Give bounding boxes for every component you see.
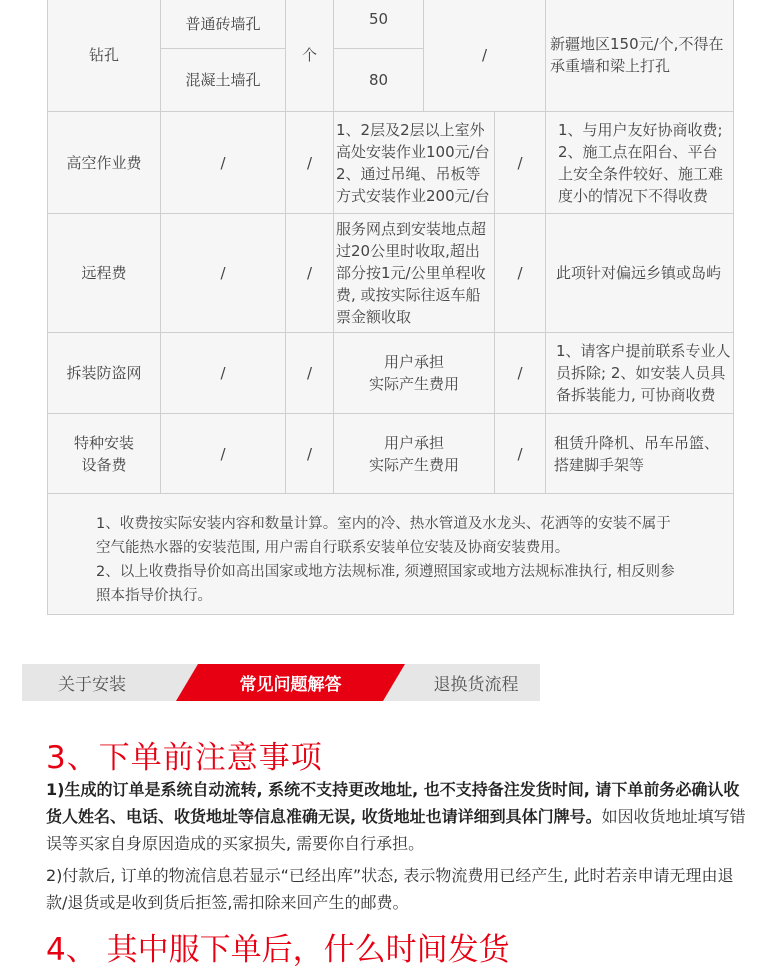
tab-about-installation[interactable]: 关于安装	[58, 675, 126, 695]
cell-row-name: 远程费	[47, 213, 161, 333]
cell-row-price: 用户承担 实际产生费用	[333, 332, 495, 414]
cell-row-c4: /	[494, 332, 546, 414]
next-section-title: 4、 其中服下单后，什么时间发货	[46, 932, 510, 968]
tab-faq[interactable]: 常见问题解答	[239, 675, 342, 695]
cell-row-c4: /	[494, 213, 546, 333]
cell-row-note: 1、与用户友好协商收费; 2、施工点在阳台、平台上安全条件较好、施工难度小的情况下不得收费	[545, 111, 734, 214]
cell-row-note: 此项针对偏远乡镇或岛屿	[545, 213, 734, 333]
tab-bar	[22, 664, 540, 701]
cell-row-c1: /	[160, 213, 286, 333]
footnote-line: 1、收费按实际安装内容和数量计算。室内的冷、热水管道及水龙头、花洒等的安装不属于空气能热水器的安装范围, 用户需自行联系安装单位安装及协商安装费用。	[96, 516, 671, 556]
cell-drilling: 钻孔	[47, 0, 161, 112]
cell-unit: 个	[285, 0, 334, 112]
cell-row-c1: /	[160, 332, 286, 414]
tab-returns-process[interactable]: 退换货流程	[433, 675, 519, 695]
cell-row-name: 高空作业费	[47, 111, 161, 214]
cell-row-c1: /	[160, 413, 286, 494]
cell-row-price: 1、2层及2层以上室外高处安装作业100元/台 2、通过吊绳、吊板等方式安装作业200元/台	[333, 111, 495, 214]
cell-row-note: 租赁升降机、吊车吊篮、搭建脚手架等	[545, 413, 734, 494]
cell-brick-price: 50	[333, 0, 424, 49]
paragraph-1-bold: 1)生成的订单是系统自动流转, 系统不支持更改地址, 也不支持备注发货时间, 请下单前务必确认收货人姓名、电话、收货地址等信息准确无误, 收货地址也请详细到具体门牌号。	[46, 780, 740, 826]
paragraph-1-rest: 如因收货地址填写错误等买家自身原因造成的买家损失, 需要你自行承担。	[46, 807, 746, 853]
cell-row-c2: /	[285, 213, 334, 333]
paragraph-1	[46, 776, 746, 857]
cell-drilling-note: 新疆地区150元/个,不得在承重墙和梁上打孔	[545, 0, 734, 112]
cell-row-c2: /	[285, 332, 334, 414]
cell-row-price: 服务网点到安装地点超过20公里时收取,超出部分按1元/公里单程收费, 或按实际往返车船票金额收取	[333, 213, 495, 333]
cell-row-note: 1、请客户提前联系专业人员拆除; 2、如安装人员具备拆装能力, 可协商收费	[545, 332, 734, 414]
cell-brick-hole: 普通砖墙孔	[160, 0, 286, 49]
cell-row-c4: /	[494, 413, 546, 494]
cell-row-name: 拆装防盗网	[47, 332, 161, 414]
cell-row-name: 特种安装 设备费	[47, 413, 161, 494]
cell-row-c2: /	[285, 413, 334, 494]
section-title: 3、下单前注意事项	[46, 740, 323, 776]
table-footnote	[47, 493, 734, 615]
cell-row-c1: /	[160, 111, 286, 214]
cell-concrete-hole: 混凝土墙孔	[160, 48, 286, 112]
cell-concrete-price: 80	[333, 48, 424, 112]
cell-row-c4: /	[494, 111, 546, 214]
cell-row-price: 用户承担 实际产生费用	[333, 413, 495, 494]
paragraph-2: 2)付款后, 订单的物流信息若显示“已经出库”状态, 表示物流费用已经产生, 此时若亲申请无理由退款/退货或是收到货后拒签,需扣除来回产生的邮费。	[46, 866, 734, 912]
cell-row-c2: /	[285, 111, 334, 214]
cell-drilling-extra: /	[423, 0, 546, 112]
footnote-line: 2、以上收费指导价如高出国家或地方法规标准, 须遵照国家或地方法规标准执行, 相反则参照本指导价执行。	[96, 564, 675, 604]
